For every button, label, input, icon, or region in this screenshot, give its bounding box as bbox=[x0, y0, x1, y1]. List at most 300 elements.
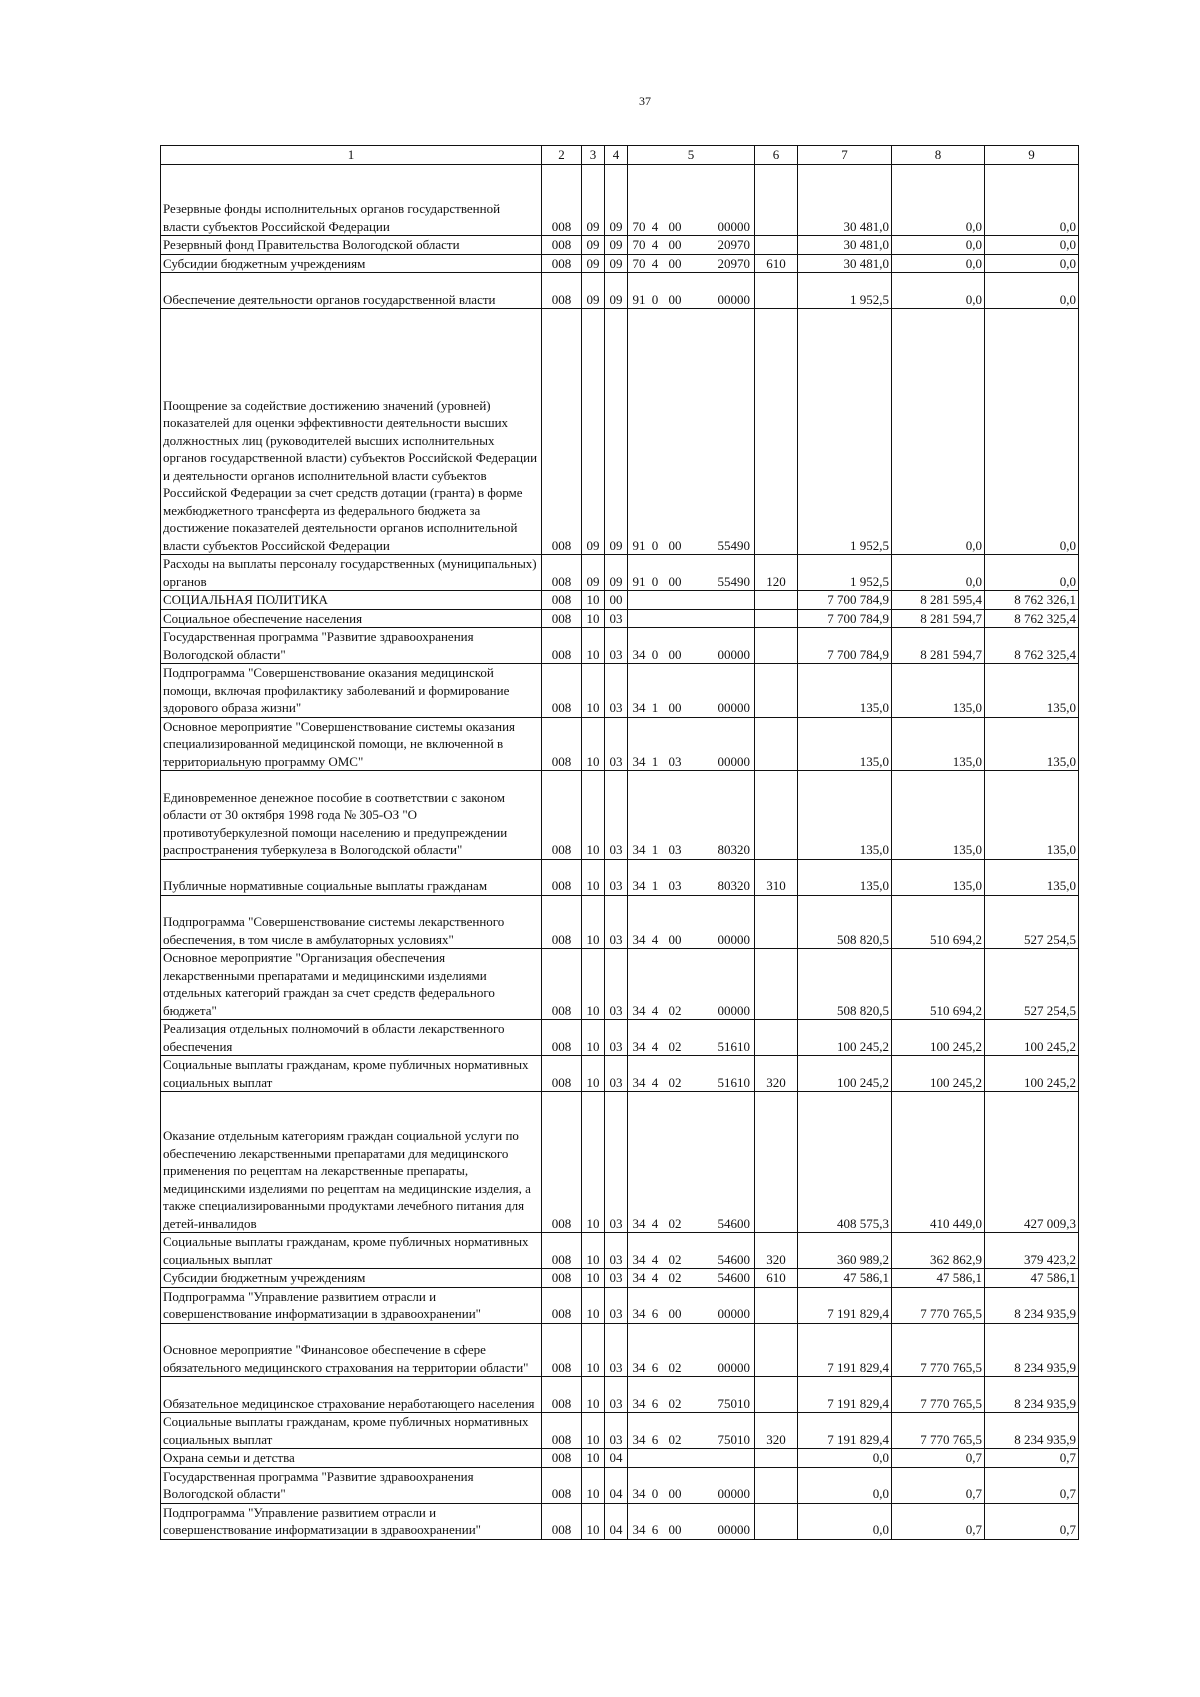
target-article-part: 00000 bbox=[717, 1486, 750, 1501]
table-row bbox=[161, 949, 1079, 1020]
col-subsection: 04 bbox=[605, 1467, 628, 1503]
table-row bbox=[161, 609, 1079, 628]
col-amount-year2: 0,0 bbox=[892, 555, 985, 591]
row-name-text: Социальное обеспечение населения bbox=[163, 610, 363, 626]
header-cell: 2 bbox=[542, 146, 582, 165]
col-target-article bbox=[628, 165, 755, 236]
col-subsection: 03 bbox=[605, 895, 628, 949]
row-name bbox=[161, 1377, 542, 1413]
col-admin-code: 008 bbox=[542, 591, 582, 610]
col-expense-type: 320 bbox=[755, 1233, 798, 1269]
col-admin-code: 008 bbox=[542, 1413, 582, 1449]
col-amount-year3: 8 234 935,9 bbox=[985, 1413, 1079, 1449]
col-section: 10 bbox=[582, 1377, 605, 1413]
col-amount-year2: 8 281 595,4 bbox=[892, 591, 985, 610]
table-row bbox=[161, 1503, 1079, 1539]
col-amount-year3: 0,7 bbox=[985, 1449, 1079, 1468]
row-name-text: Субсидии бюджетным учреждениям bbox=[163, 1270, 366, 1285]
target-article-part: 20970 bbox=[717, 237, 750, 252]
col-amount-year1: 0,0 bbox=[798, 1503, 892, 1539]
target-article-code bbox=[630, 218, 752, 236]
row-name-text: Расходы на выплаты персоналу государственных (муниципальных) органов bbox=[163, 556, 537, 589]
target-article-part: 34 bbox=[632, 1038, 646, 1054]
row-name bbox=[161, 717, 542, 771]
col-amount-year2: 47 586,1 bbox=[892, 1269, 985, 1288]
col-amount-year1: 30 481,0 bbox=[798, 236, 892, 255]
col-amount-year1: 7 191 829,4 bbox=[798, 1377, 892, 1413]
target-article-part: 75010 bbox=[717, 1395, 750, 1411]
col-admin-code: 008 bbox=[542, 1467, 582, 1503]
target-article-code bbox=[630, 1215, 752, 1233]
col-admin-code: 008 bbox=[542, 1020, 582, 1056]
target-article-part: 34 bbox=[632, 753, 646, 769]
col-section: 09 bbox=[582, 236, 605, 255]
col-amount-year2: 0,0 bbox=[892, 236, 985, 255]
table-row bbox=[161, 1020, 1079, 1056]
table-row bbox=[161, 273, 1079, 309]
row-name-text: Оказание отдельным категориям граждан социальной услуги по обеспечению лекарственными препаратами для медицинского применения по рецептам на лекарственные препараты, медицинскими изделиями по рецептам на медицинские изделия, а также специализированными продуктами лечебного питания для детей-инвалидов bbox=[163, 1128, 531, 1231]
target-article-part: 34 bbox=[632, 1251, 646, 1267]
target-article-code bbox=[630, 537, 752, 555]
target-article-part: 4 bbox=[651, 1002, 659, 1018]
target-article-part: 00 bbox=[668, 291, 682, 307]
row-name bbox=[161, 1020, 542, 1056]
target-article-part: 54600 bbox=[717, 1215, 750, 1231]
target-article-part: 0 bbox=[651, 291, 659, 307]
col-admin-code: 008 bbox=[542, 859, 582, 895]
col-amount-year3: 0,7 bbox=[985, 1467, 1079, 1503]
col-amount-year2: 7 770 765,5 bbox=[892, 1287, 985, 1323]
col-expense-type: 320 bbox=[755, 1413, 798, 1449]
table-row bbox=[161, 254, 1079, 273]
row-name bbox=[161, 1056, 542, 1092]
row-name bbox=[161, 628, 542, 664]
table-row bbox=[161, 236, 1079, 255]
col-amount-year3: 0,0 bbox=[985, 165, 1079, 236]
col-amount-year1: 7 191 829,4 bbox=[798, 1323, 892, 1377]
col-amount-year1: 135,0 bbox=[798, 664, 892, 718]
target-article-part: 00 bbox=[668, 700, 682, 715]
col-amount-year2: 135,0 bbox=[892, 859, 985, 895]
col-amount-year2: 7 770 765,5 bbox=[892, 1323, 985, 1377]
col-expense-type bbox=[755, 628, 798, 664]
table-row bbox=[161, 771, 1079, 860]
col-target-article bbox=[628, 1020, 755, 1056]
col-amount-year1: 135,0 bbox=[798, 771, 892, 860]
target-article-code bbox=[630, 1074, 752, 1092]
col-amount-year2: 0,0 bbox=[892, 254, 985, 273]
col-amount-year1: 1 952,5 bbox=[798, 309, 892, 555]
table-row bbox=[161, 1287, 1079, 1323]
col-amount-year1: 1 952,5 bbox=[798, 273, 892, 309]
row-name-text: Охрана семьи и детства bbox=[163, 1450, 295, 1465]
target-article-part: 00 bbox=[668, 573, 682, 589]
header-cell: 9 bbox=[985, 146, 1079, 165]
row-name-text: Реализация отдельных полномочий в области лекарственного обеспечения bbox=[163, 1021, 505, 1054]
header-cell: 5 bbox=[628, 146, 755, 165]
col-amount-year3: 427 009,3 bbox=[985, 1092, 1079, 1233]
row-name-text: Государственная программа "Развитие здравоохранения Вологодской области" bbox=[163, 1468, 474, 1501]
col-expense-type bbox=[755, 717, 798, 771]
target-article-code bbox=[630, 291, 752, 309]
col-expense-type bbox=[755, 273, 798, 309]
col-subsection: 03 bbox=[605, 1377, 628, 1413]
target-article-part: 34 bbox=[632, 1306, 646, 1321]
col-admin-code: 008 bbox=[542, 236, 582, 255]
target-article-part: 0 bbox=[651, 646, 659, 662]
target-article-part: 4 bbox=[651, 1251, 659, 1267]
target-article-part: 34 bbox=[632, 878, 646, 893]
target-article-part: 4 bbox=[651, 237, 659, 252]
col-amount-year1: 508 820,5 bbox=[798, 949, 892, 1020]
col-admin-code: 008 bbox=[542, 628, 582, 664]
col-subsection: 04 bbox=[605, 1503, 628, 1539]
col-amount-year3: 0,0 bbox=[985, 236, 1079, 255]
col-section: 10 bbox=[582, 1287, 605, 1323]
col-section: 09 bbox=[582, 254, 605, 273]
col-amount-year1: 135,0 bbox=[798, 717, 892, 771]
col-target-article bbox=[628, 273, 755, 309]
col-expense-type bbox=[755, 1377, 798, 1413]
target-article-part: 70 bbox=[632, 218, 646, 234]
target-article-part: 91 bbox=[632, 573, 646, 589]
col-amount-year3: 527 254,5 bbox=[985, 895, 1079, 949]
col-subsection: 09 bbox=[605, 165, 628, 236]
col-target-article bbox=[628, 1233, 755, 1269]
target-article-part: 02 bbox=[668, 1359, 682, 1375]
col-target-article bbox=[628, 1449, 755, 1468]
row-name bbox=[161, 1287, 542, 1323]
col-subsection: 03 bbox=[605, 1323, 628, 1377]
target-article-part: 00000 bbox=[717, 1306, 750, 1321]
col-target-article bbox=[628, 1323, 755, 1377]
target-article-code bbox=[630, 841, 752, 859]
table-row bbox=[161, 1092, 1079, 1233]
header-cell: 6 bbox=[755, 146, 798, 165]
row-name-text: Основное мероприятие "Финансовое обеспечение в сфере обязательного медицинского страхования на территории области" bbox=[163, 1342, 529, 1375]
target-article-part: 51610 bbox=[717, 1074, 750, 1090]
row-name bbox=[161, 236, 542, 255]
col-amount-year2: 0,0 bbox=[892, 165, 985, 236]
col-subsection: 00 bbox=[605, 591, 628, 610]
col-target-article bbox=[628, 949, 755, 1020]
col-amount-year1: 360 989,2 bbox=[798, 1233, 892, 1269]
table-row bbox=[161, 1467, 1079, 1503]
row-name-text: Поощрение за содействие достижению значений (уровней) показателей для оценки эффективности деятельности высших должностных лиц (руководителей высших исполнительных органов государственной власти) субъектов Российской Федерации и деятельности органов исполнительной власти субъектов Российской Федерации за счет средств дотации (гранта) в форме межбюджетного трансферта из федерального бюджета за достижение показателей деятельности органов исполнительной власти субъектов Российской Федерации bbox=[163, 397, 538, 553]
target-article-part: 0 bbox=[651, 1486, 659, 1501]
row-name bbox=[161, 609, 542, 628]
col-subsection: 09 bbox=[605, 309, 628, 555]
col-subsection: 03 bbox=[605, 1287, 628, 1323]
col-amount-year3: 0,7 bbox=[985, 1503, 1079, 1539]
table-row bbox=[161, 555, 1079, 591]
col-amount-year3: 135,0 bbox=[985, 717, 1079, 771]
col-admin-code: 008 bbox=[542, 1377, 582, 1413]
target-article-part: 54600 bbox=[717, 1270, 750, 1285]
col-amount-year1: 0,0 bbox=[798, 1467, 892, 1503]
col-expense-type bbox=[755, 609, 798, 628]
target-article-part: 6 bbox=[651, 1522, 659, 1537]
target-article-code bbox=[630, 699, 752, 717]
col-expense-type: 610 bbox=[755, 254, 798, 273]
col-admin-code: 008 bbox=[542, 273, 582, 309]
target-article-part: 6 bbox=[651, 1431, 659, 1447]
table-row bbox=[161, 1323, 1079, 1377]
col-amount-year3: 8 234 935,9 bbox=[985, 1377, 1079, 1413]
target-article-part: 34 bbox=[632, 1215, 646, 1231]
table-body bbox=[161, 146, 1079, 1540]
target-article-part: 34 bbox=[632, 1522, 646, 1537]
col-amount-year2: 100 245,2 bbox=[892, 1020, 985, 1056]
col-target-article bbox=[628, 771, 755, 860]
col-section: 10 bbox=[582, 1413, 605, 1449]
col-section: 10 bbox=[582, 1467, 605, 1503]
target-article-part: 55490 bbox=[717, 537, 750, 553]
target-article-part: 70 bbox=[632, 237, 646, 252]
col-amount-year2: 0,0 bbox=[892, 309, 985, 555]
row-name-text: Подпрограмма "Управление развитием отрасли и совершенствование информатизации в здравоохранении" bbox=[163, 1288, 481, 1321]
col-admin-code: 008 bbox=[542, 555, 582, 591]
col-target-article bbox=[628, 609, 755, 628]
target-article-code bbox=[630, 877, 752, 895]
col-amount-year1: 30 481,0 bbox=[798, 254, 892, 273]
col-target-article bbox=[628, 1092, 755, 1233]
target-article-part: 02 bbox=[668, 1251, 682, 1267]
target-article-part: 4 bbox=[651, 218, 659, 234]
col-amount-year2: 0,7 bbox=[892, 1503, 985, 1539]
target-article-code bbox=[630, 1485, 752, 1503]
col-expense-type: 610 bbox=[755, 1269, 798, 1288]
col-expense-type bbox=[755, 771, 798, 860]
row-name bbox=[161, 1503, 542, 1539]
col-expense-type: 120 bbox=[755, 555, 798, 591]
col-expense-type bbox=[755, 1467, 798, 1503]
col-admin-code: 008 bbox=[542, 165, 582, 236]
target-article-part: 4 bbox=[651, 1215, 659, 1231]
row-name-text: Социальные выплаты гражданам, кроме публичных нормативных социальных выплат bbox=[163, 1414, 529, 1447]
target-article-part: 02 bbox=[668, 1270, 682, 1285]
col-expense-type bbox=[755, 664, 798, 718]
target-article-part: 1 bbox=[651, 753, 659, 769]
row-name bbox=[161, 1233, 542, 1269]
target-article-code bbox=[630, 573, 752, 591]
target-article-part: 54600 bbox=[717, 1251, 750, 1267]
page-number: 37 bbox=[639, 94, 651, 108]
row-name-text: Подпрограмма "Управление развитием отрасли и совершенствование информатизации в здравоохранении" bbox=[163, 1504, 481, 1537]
col-target-article bbox=[628, 859, 755, 895]
target-article-part: 00 bbox=[668, 1486, 682, 1501]
target-article-code bbox=[630, 1395, 752, 1413]
target-article-part: 6 bbox=[651, 1359, 659, 1375]
col-amount-year1: 7 700 784,9 bbox=[798, 591, 892, 610]
header-cell: 1 bbox=[161, 146, 542, 165]
col-amount-year3: 0,0 bbox=[985, 254, 1079, 273]
row-name-text: СОЦИАЛЬНАЯ ПОЛИТИКА bbox=[163, 592, 328, 607]
target-article-part: 00000 bbox=[717, 646, 750, 662]
target-article-part: 00000 bbox=[717, 700, 750, 715]
col-subsection: 03 bbox=[605, 949, 628, 1020]
col-subsection: 09 bbox=[605, 236, 628, 255]
row-name-text: Подпрограмма "Совершенствование оказания медицинской помощи, включая профилактику заболеваний и формирование здорового образа жизни" bbox=[163, 665, 510, 715]
col-subsection: 03 bbox=[605, 609, 628, 628]
col-section: 10 bbox=[582, 1056, 605, 1092]
target-article-part: 34 bbox=[632, 1431, 646, 1447]
col-amount-year2: 7 770 765,5 bbox=[892, 1413, 985, 1449]
target-article-part: 70 bbox=[632, 255, 646, 271]
col-amount-year1: 408 575,3 bbox=[798, 1092, 892, 1233]
row-name bbox=[161, 859, 542, 895]
col-expense-type bbox=[755, 1020, 798, 1056]
col-target-article bbox=[628, 591, 755, 610]
target-article-part: 91 bbox=[632, 291, 646, 307]
row-name-text: Резервные фонды исполнительных органов государственной власти субъектов Российской Федерации bbox=[163, 201, 501, 234]
table-row bbox=[161, 1056, 1079, 1092]
col-expense-type bbox=[755, 1323, 798, 1377]
col-admin-code: 008 bbox=[542, 1449, 582, 1468]
col-amount-year2: 100 245,2 bbox=[892, 1056, 985, 1092]
col-expense-type bbox=[755, 949, 798, 1020]
col-amount-year1: 1 952,5 bbox=[798, 555, 892, 591]
target-article-part: 00 bbox=[668, 1522, 682, 1537]
col-amount-year1: 7 191 829,4 bbox=[798, 1413, 892, 1449]
table-row bbox=[161, 1413, 1079, 1449]
col-section: 10 bbox=[582, 895, 605, 949]
col-section: 09 bbox=[582, 165, 605, 236]
col-target-article bbox=[628, 1467, 755, 1503]
col-amount-year2: 510 694,2 bbox=[892, 949, 985, 1020]
target-article-code bbox=[630, 1002, 752, 1020]
table-row bbox=[161, 628, 1079, 664]
table-row bbox=[161, 859, 1079, 895]
target-article-part: 03 bbox=[668, 842, 682, 857]
col-admin-code: 008 bbox=[542, 1092, 582, 1233]
col-amount-year3: 0,0 bbox=[985, 309, 1079, 555]
col-admin-code: 008 bbox=[542, 949, 582, 1020]
col-admin-code: 008 bbox=[542, 254, 582, 273]
target-article-part: 4 bbox=[651, 1270, 659, 1285]
col-amount-year3: 8 762 326,1 bbox=[985, 591, 1079, 610]
row-name bbox=[161, 1092, 542, 1233]
target-article-part: 00 bbox=[668, 218, 682, 234]
target-article-part: 02 bbox=[668, 1395, 682, 1411]
col-subsection: 03 bbox=[605, 1269, 628, 1288]
col-section: 10 bbox=[582, 664, 605, 718]
col-section: 10 bbox=[582, 628, 605, 664]
col-admin-code: 008 bbox=[542, 609, 582, 628]
col-amount-year3: 100 245,2 bbox=[985, 1020, 1079, 1056]
target-article-part: 34 bbox=[632, 1359, 646, 1375]
row-name-text: Субсидии бюджетным учреждениям bbox=[163, 255, 366, 271]
target-article-code bbox=[630, 236, 752, 254]
header-cell: 4 bbox=[605, 146, 628, 165]
col-section: 10 bbox=[582, 1269, 605, 1288]
target-article-part: 00 bbox=[668, 646, 682, 662]
col-target-article bbox=[628, 895, 755, 949]
header-cell: 3 bbox=[582, 146, 605, 165]
target-article-part: 00000 bbox=[717, 1522, 750, 1537]
col-expense-type: 320 bbox=[755, 1056, 798, 1092]
col-amount-year3: 527 254,5 bbox=[985, 949, 1079, 1020]
row-name-text: Основное мероприятие "Организация обеспечения лекарственными препаратами и медицинскими изделиями отдельных категорий граждан за счет средств федерального бюджета" bbox=[163, 950, 495, 1018]
col-amount-year3: 379 423,2 bbox=[985, 1233, 1079, 1269]
col-target-article bbox=[628, 717, 755, 771]
row-name bbox=[161, 273, 542, 309]
col-amount-year3: 8 762 325,4 bbox=[985, 628, 1079, 664]
row-name bbox=[161, 771, 542, 860]
table-row bbox=[161, 1449, 1079, 1468]
row-name bbox=[161, 1413, 542, 1449]
col-target-article bbox=[628, 664, 755, 718]
col-section: 10 bbox=[582, 1503, 605, 1539]
target-article-part: 4 bbox=[651, 1038, 659, 1054]
col-section: 09 bbox=[582, 555, 605, 591]
table-row bbox=[161, 1377, 1079, 1413]
target-article-part: 6 bbox=[651, 1306, 659, 1321]
col-subsection: 09 bbox=[605, 555, 628, 591]
row-name bbox=[161, 949, 542, 1020]
target-article-part: 00000 bbox=[717, 1359, 750, 1375]
row-name bbox=[161, 165, 542, 236]
col-admin-code: 008 bbox=[542, 1056, 582, 1092]
row-name-text: Социальные выплаты гражданам, кроме публичных нормативных социальных выплат bbox=[163, 1057, 529, 1090]
target-article-part: 4 bbox=[651, 255, 659, 271]
target-article-part: 03 bbox=[668, 878, 682, 893]
target-article-part: 34 bbox=[632, 646, 646, 662]
col-admin-code: 008 bbox=[542, 1323, 582, 1377]
col-target-article bbox=[628, 628, 755, 664]
target-article-part: 00 bbox=[668, 255, 682, 271]
target-article-part: 34 bbox=[632, 1395, 646, 1411]
target-article-part: 20970 bbox=[717, 255, 750, 271]
col-amount-year1: 47 586,1 bbox=[798, 1269, 892, 1288]
col-admin-code: 008 bbox=[542, 895, 582, 949]
row-name-text: Обеспечение деятельности органов государственной власти bbox=[163, 291, 496, 307]
target-article-part: 75010 bbox=[717, 1431, 750, 1447]
target-article-code bbox=[630, 1038, 752, 1056]
target-article-part: 00000 bbox=[717, 931, 750, 947]
row-name bbox=[161, 664, 542, 718]
col-amount-year3: 0,0 bbox=[985, 273, 1079, 309]
col-expense-type bbox=[755, 309, 798, 555]
row-name bbox=[161, 1467, 542, 1503]
col-section: 10 bbox=[582, 1449, 605, 1468]
target-article-code bbox=[630, 1431, 752, 1449]
col-target-article bbox=[628, 236, 755, 255]
col-amount-year1: 7 700 784,9 bbox=[798, 609, 892, 628]
col-amount-year1: 30 481,0 bbox=[798, 165, 892, 236]
col-section: 10 bbox=[582, 771, 605, 860]
target-article-part: 00000 bbox=[717, 291, 750, 307]
col-subsection: 09 bbox=[605, 254, 628, 273]
col-amount-year2: 135,0 bbox=[892, 717, 985, 771]
col-amount-year2: 135,0 bbox=[892, 771, 985, 860]
col-expense-type bbox=[755, 591, 798, 610]
row-name bbox=[161, 591, 542, 610]
target-article-part: 00 bbox=[668, 1306, 682, 1321]
col-subsection: 09 bbox=[605, 273, 628, 309]
col-amount-year2: 0,7 bbox=[892, 1467, 985, 1503]
header-cell: 8 bbox=[892, 146, 985, 165]
target-article-code bbox=[630, 753, 752, 771]
table-row bbox=[161, 1269, 1079, 1288]
col-amount-year3: 8 762 325,4 bbox=[985, 609, 1079, 628]
target-article-code bbox=[630, 255, 752, 273]
row-name bbox=[161, 895, 542, 949]
row-name-text: Обязательное медицинское страхование неработающего населения bbox=[163, 1395, 535, 1411]
col-section: 10 bbox=[582, 1323, 605, 1377]
col-section: 09 bbox=[582, 273, 605, 309]
table-row bbox=[161, 591, 1079, 610]
